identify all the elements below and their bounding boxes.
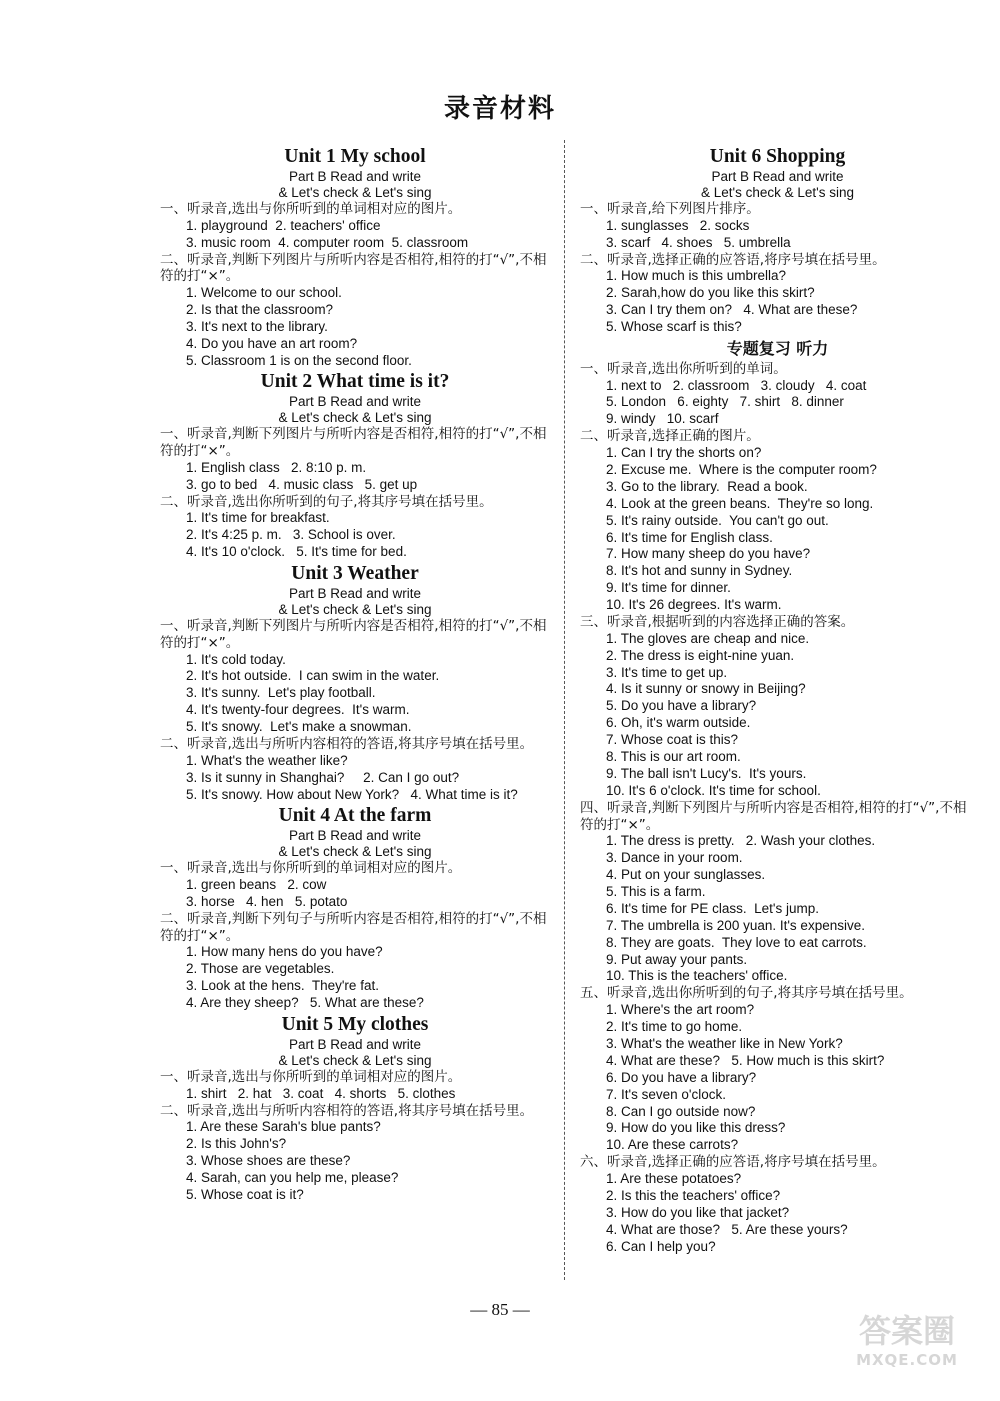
list-item: 10. It's 26 degrees. It's warm. [606,597,782,613]
exercise-section [160,426,550,493]
list-item: 5. Classroom 1 is on the second floor. [186,352,412,368]
exercise-section [160,494,550,561]
unit-subtitle: Part B Read and write [288,1037,422,1052]
exercise-section [580,800,975,986]
list-item: 3. It's next to the library. [186,318,328,334]
unit-subtitle: & Let's check & Let's sing [278,185,432,200]
list-item: 4. What are these? 5. How much is this skirt? [606,1052,885,1068]
unit-block [580,338,975,1256]
unit-subtitle: & Let's check & Let's sing [278,844,432,860]
list-item: 2. Sarah,how do you like this skirt? [606,285,815,301]
exercise-section [580,985,975,1154]
list-item: 5. This is a farm. [606,883,706,899]
list-item: 3. Can I try them on? 4. What are these? [606,302,858,318]
exercise-section [160,736,550,803]
list-item: 3. horse 4. hen 5. potato [186,894,348,910]
section-instruction: 二、听录音,判断下列图片与所听内容是否相符,相符的打“√”,不相符的打“×”。 [160,251,547,285]
exercise-section [160,911,550,1012]
list-item: 8. This is our art room. [606,749,741,765]
list-item: 2. Is that the classroom? [186,301,334,317]
section-instruction: 二、听录音,选出与所听内容相符的答语,将其序号填在括号里。 [160,736,534,753]
list-item: 10. Are these carrots? [606,1137,739,1153]
list-item: 9. How do you like this dress? [606,1120,786,1136]
exercise-section [160,201,550,252]
unit-title: 专题复习 听力 [726,338,829,358]
list-item: 3. What's the weather like in New York? [606,1035,843,1051]
left-column [160,144,550,1204]
list-item: 3. Whose shoes are these? [186,1153,351,1169]
list-item: 1. Where's the art room? [606,1002,755,1018]
watermark [842,1311,972,1381]
unit-subtitle: Part B Read and write [711,169,844,184]
section-instruction: 一、听录音,选出与你所听到的单词相对应的图片。 [160,860,462,877]
list-item: 4. Look at the green beans. They're so long. [606,495,874,511]
exercise-section [160,860,550,911]
unit-subtitle: & Let's check & Let's sing [278,602,432,618]
list-item: 1. The dress is pretty. 2. Wash your clothes. [606,833,876,849]
unit-block [160,145,550,369]
unit-title: Unit 5 My clothes [281,1014,429,1035]
list-item: 5. It's snowy. How about New York? 4. What time is it? [186,786,518,802]
section-instruction: 五、听录音,选出你所听到的句子,将其序号填在括号里。 [580,985,913,1002]
list-item: 8. Can I go outside now? [606,1103,756,1119]
unit-subtitle: & Let's check & Let's sing [278,1053,432,1068]
list-item: 9. It's time for dinner. [606,580,731,596]
page-number: — 85 — [470,1300,530,1319]
unit-subtitle: Part B Read and write [288,394,422,410]
list-item: 1. shirt 2. hat 3. coat 4. shorts 5. clothes [186,1085,456,1101]
list-item: 5. It's snowy. Let's make a snowman. [186,719,412,735]
list-item: 2. Excuse me. Where is the computer room? [606,461,877,477]
section-instruction: 二、听录音,选出与所听内容相符的答语,将其序号填在括号里。 [160,1102,534,1119]
exercise-section [580,252,975,336]
list-item: 8. They are goats. They love to eat carrots. [606,934,867,950]
list-item: 1. The gloves are cheap and nice. [606,630,810,646]
list-item: 7. The umbrella is 200 yuan. It's expensive. [606,917,865,933]
exercise-section [580,1154,975,1255]
list-item: 1. English class 2. 8:10 p. m. [186,459,367,475]
list-item: 4. It's 10 o'clock. 5. It's time for bed. [186,544,407,560]
list-item: 4. Sarah, can you help me, please? [186,1170,399,1186]
exercise-section [580,614,975,800]
list-item: 9. Put away your pants. [606,951,748,967]
list-item: 6. It's time for English class. [606,529,773,545]
unit-title: Unit 3 Weather [291,563,419,585]
list-item: 5. Do you have a library? [606,698,757,714]
section-instruction: 二、听录音,选择正确的应答语,将序号填在括号里。 [580,251,886,268]
exercise-section [580,361,975,428]
unit-block [580,145,975,336]
list-item: 6. Do you have a library? [606,1069,757,1085]
list-item: 3. It's time to get up. [606,664,728,680]
unit-block [160,804,550,1012]
section-instruction: 三、听录音,根据听到的内容选择正确的答案。 [580,614,855,631]
section-instruction: 二、听录音,选出你所听到的句子,将其序号填在括号里。 [160,493,493,510]
section-instruction: 一、听录音,给下列图片排序。 [580,201,760,217]
section-instruction: 一、听录音,判断下列图片与所听内容是否相符,相符的打“√”,不相符的打“×”。 [160,426,547,460]
unit-title: Unit 2 What time is it? [260,371,450,393]
list-item: 5. London 6. eighty 7. shirt 8. dinner [606,394,844,410]
list-item: 3. Is it sunny in Shanghai? 2. Can I go out? [186,769,460,785]
list-item: 4. What are those? 5. Are these yours? [606,1221,848,1237]
section-instruction: 一、听录音,选出与你所听到的单词相对应的图片。 [160,201,462,217]
unit-subtitle: Part B Read and write [288,169,422,184]
list-item: 2. It's hot outside. I can swim in the water. [186,668,440,684]
list-item: 2. Is this John's? [186,1136,287,1152]
list-item: 1. Can I try the shorts on? [606,444,762,460]
list-item: 1. Are these Sarah's blue pants? [186,1119,381,1135]
exercise-section [160,252,550,370]
list-item: 3. Go to the library. Read a book. [606,478,808,494]
unit-title: Unit 4 At the farm [278,805,432,827]
list-item: 1. green beans 2. cow [186,877,327,893]
list-item: 1. Are these potatoes? [606,1170,742,1186]
list-item: 7. It's seven o'clock. [606,1086,726,1102]
list-item: 5. It's rainy outside. You can't go out. [606,512,829,528]
list-item: 9. windy 10. scarf [606,411,719,427]
list-item: 5. Whose scarf is this? [606,318,742,334]
list-item: 1. What's the weather like? [186,752,348,768]
list-item: 2. Is this the teachers' office? [606,1187,781,1203]
unit-subtitle: & Let's check & Let's sing [701,185,854,200]
list-item: 5. Whose coat is it? [186,1186,304,1202]
list-item: 2. It's time to go home. [606,1018,743,1034]
unit-title: Unit 6 Shopping [709,146,846,167]
list-item: 4. It's twenty-four degrees. It's warm. [186,702,410,718]
list-item: 4. Do you have an art room? [186,335,358,351]
watermark-url: MXQE.COM [856,1351,958,1369]
list-item: 6. Can I help you? [606,1238,716,1254]
list-item: 1. How many hens do you have? [186,944,383,960]
list-item: 7. How many sheep do you have? [606,546,811,562]
section-instruction: 六、听录音,选择正确的应答语,将序号填在括号里。 [580,1154,886,1171]
unit-subtitle: Part B Read and write [288,586,422,602]
section-instruction: 一、听录音,选出与你所听到的单词相对应的图片。 [160,1069,462,1085]
list-item: 6. Oh, it's warm outside. [606,715,751,731]
list-item: 1. sunglasses 2. socks [606,217,750,233]
unit-block [160,1013,550,1204]
section-instruction: 四、听录音,判断下列图片与所听内容是否相符,相符的打“√”,不相符的打“×”。 [580,799,967,833]
unit-title: Unit 1 My school [284,146,426,167]
unit-subtitle: & Let's check & Let's sing [278,410,432,426]
exercise-section [580,201,975,252]
list-item: 3. music room 4. computer room 5. classroom [186,234,469,250]
list-item: 2. The dress is eight-nine yuan. [606,647,795,663]
section-instruction: 一、听录音,判断下列图片与所听内容是否相符,相符的打“√”,不相符的打“×”。 [160,618,547,651]
section-instruction: 二、听录音,选择正确的图片。 [580,428,760,445]
list-item: 10. This is the teachers' office. [606,968,788,984]
list-item: 3. It's sunny. Let's play football. [186,685,376,701]
exercise-section [160,1069,550,1103]
exercise-section [160,1103,550,1204]
exercise-section [580,428,975,614]
list-item: 3. Look at the hens. They're fat. [186,978,379,994]
unit-block [160,370,550,561]
watermark-logo: 答案圈 [858,1312,955,1350]
list-item: 4. Is it sunny or snowy in Beijing? [606,681,806,697]
list-item: 10. It's 6 o'clock. It's time for school. [606,782,821,798]
list-item: 6. It's time for PE class. Let's jump. [606,900,819,916]
list-item: 1. next to 2. classroom 3. cloudy 4. coat [606,377,867,393]
list-item: 1. playground 2. teachers' office [186,217,381,233]
section-instruction: 二、听录音,判断下列句子与所听内容是否相符,相符的打“√”,不相符的打“×”。 [160,910,547,944]
list-item: 2. It's 4:25 p. m. 3. School is over. [186,527,396,543]
list-item: 7. Whose coat is this? [606,732,739,748]
list-item: 1. It's cold today. [186,651,286,667]
list-item: 3. go to bed 4. music class 5. get up [186,476,418,492]
list-item: 1. Welcome to our school. [186,284,342,300]
unit-subtitle: Part B Read and write [288,828,422,844]
list-item: 8. It's hot and sunny in Sydney. [606,563,793,579]
exercise-section [160,618,550,736]
right-column [580,144,975,1255]
unit-block [160,562,550,803]
column-divider [564,140,565,1280]
page-title: 录音材料 [443,94,556,124]
list-item: 2. Those are vegetables. [186,961,335,977]
section-instruction: 一、听录音,选出你所听到的单词。 [580,360,787,377]
list-item: 9. The ball isn't Lucy's. It's yours. [606,765,807,781]
list-item: 1. How much is this umbrella? [606,268,787,284]
list-item: 3. Dance in your room. [606,850,743,866]
list-item: 3. scarf 4. shoes 5. umbrella [606,234,791,250]
list-item: 4. Put on your sunglasses. [606,867,766,883]
list-item: 4. Are they sheep? 5. What are these? [186,995,424,1011]
list-item: 3. How do you like that jacket? [606,1204,790,1220]
list-item: 1. It's time for breakfast. [186,510,330,526]
